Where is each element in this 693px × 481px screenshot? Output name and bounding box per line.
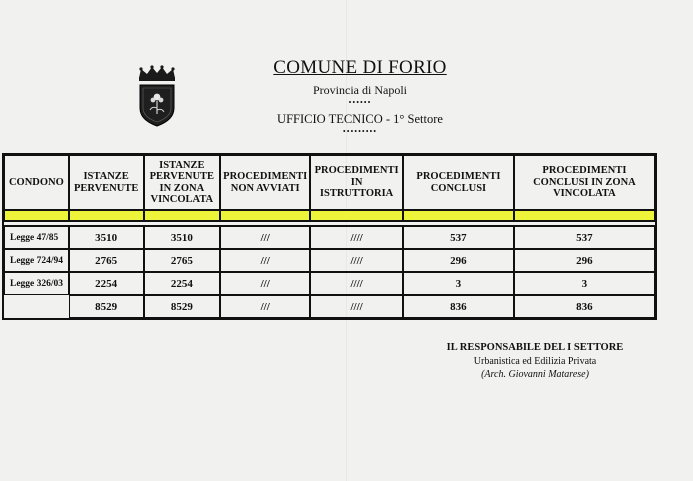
column-header: CONDONO (4, 155, 69, 210)
table-cell: 537 (514, 226, 655, 249)
column-header: PROCEDIMENTI IN ISTRUTTORIA (310, 155, 403, 210)
table-row (4, 272, 655, 295)
total-cell: 836 (514, 295, 655, 318)
column-header: PROCEDIMENTI CONCLUSI (403, 155, 514, 210)
table-cell: 3510 (144, 226, 221, 249)
condono-table (2, 153, 657, 320)
decorative-stars: •••••• (348, 98, 372, 107)
totals-row (4, 295, 655, 318)
highlight-row (4, 210, 655, 221)
table-header-row (4, 155, 655, 210)
total-cell: 8529 (69, 295, 144, 318)
total-cell: 836 (403, 295, 514, 318)
column-header: PROCEDIMENTI CONCLUSI IN ZONA VINCOLATA (514, 155, 655, 210)
totals-label (4, 295, 69, 318)
table-cell: //// (310, 249, 403, 272)
municipal-crest-icon (133, 64, 181, 128)
table-cell: 3 (403, 272, 514, 295)
total-cell: 8529 (144, 295, 221, 318)
office-name: UFFICIO TECNICO - 1° Settore (277, 112, 443, 126)
table-cell: //// (310, 226, 403, 249)
decorative-stars: ••••••••• (342, 127, 378, 136)
column-header: ISTANZE PERVENUTE IN ZONA VINCOLATA (144, 155, 221, 210)
table-cell: 2765 (69, 249, 144, 272)
table-cell: 2765 (144, 249, 221, 272)
table-cell: 2254 (144, 272, 221, 295)
table-cell: /// (220, 249, 310, 272)
row-label: Legge 326/03 (4, 272, 69, 295)
table-cell: 296 (514, 249, 655, 272)
signatory-name: (Arch. Giovanni Matarese) (481, 369, 589, 380)
table-cell: //// (310, 272, 403, 295)
column-header: PROCEDIMENTI NON AVVIATI (220, 155, 310, 210)
total-cell: //// (310, 295, 403, 318)
table-cell: 3510 (69, 226, 144, 249)
row-label: Legge 47/85 (4, 226, 69, 249)
table-cell: 3 (514, 272, 655, 295)
table-cell: /// (220, 226, 310, 249)
table-row (4, 249, 655, 272)
table-cell: /// (220, 272, 310, 295)
document-title: COMUNE DI FORIO (273, 57, 447, 78)
table-cell: 537 (403, 226, 514, 249)
province-name: Provincia di Napoli (313, 83, 407, 97)
row-label: Legge 724/94 (4, 249, 69, 272)
table-row (4, 226, 655, 249)
table-cell: 2254 (69, 272, 144, 295)
total-cell: /// (220, 295, 310, 318)
signatory-department: Urbanistica ed Edilizia Privata (473, 356, 597, 367)
signatory-title: IL RESPONSABILE DEL I SETTORE (446, 342, 624, 353)
column-header: ISTANZE PERVENUTE (69, 155, 144, 210)
table-cell: 296 (403, 249, 514, 272)
